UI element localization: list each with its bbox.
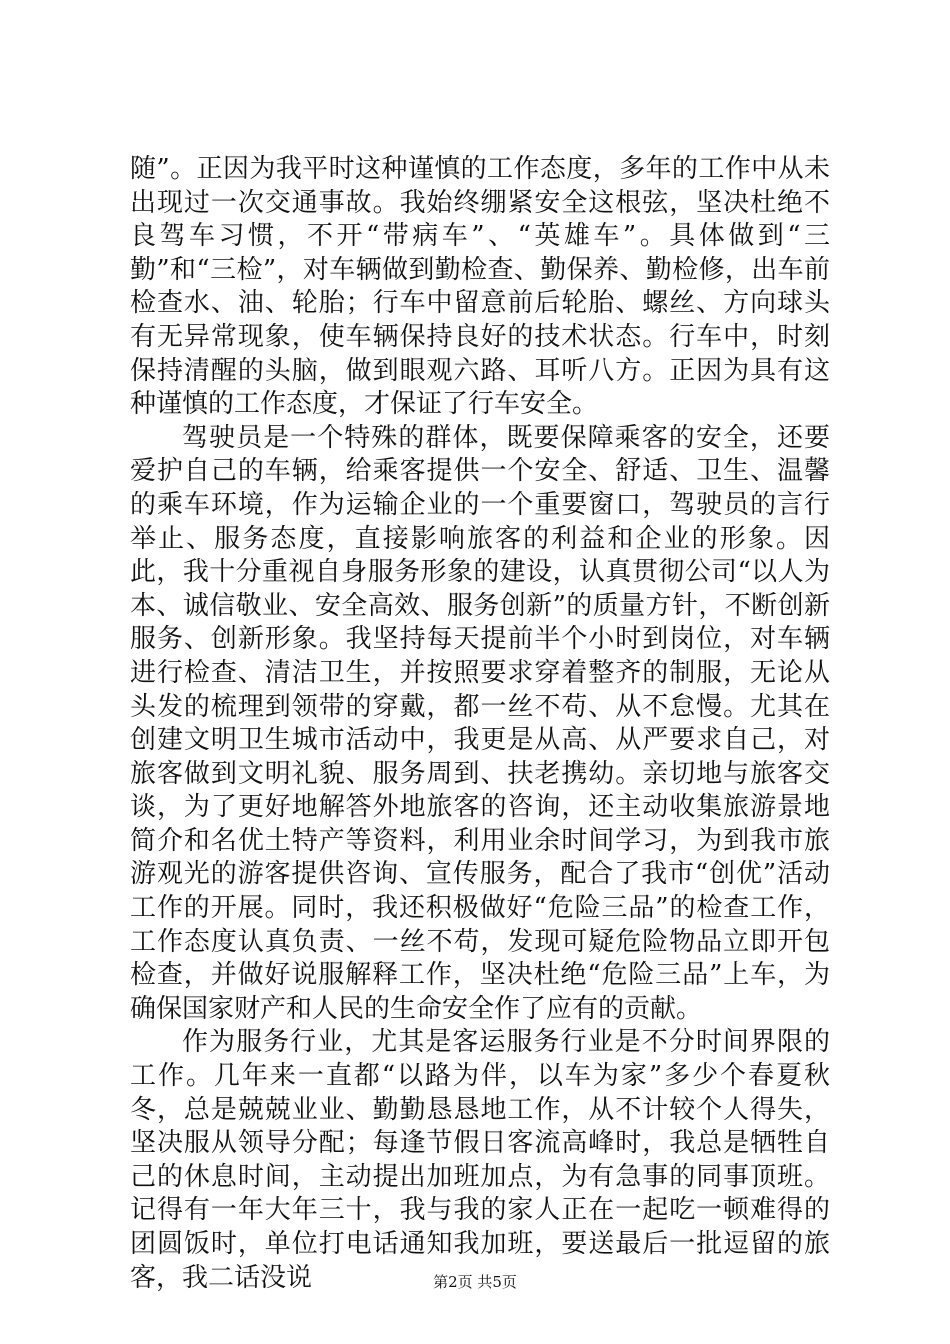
paragraph-3: 作为服务行业，尤其是客运服务行业是不分时间界限的工作。几年来一直都“以路为伴，以车为家”多少个春夏秋冬，总是兢兢业业、勤勤恳恳地工作，从不计较个人得失，坚决服从领导分配；每逢节假日客流高峰时，我总是牺牲自己的休息时间，主动提出加班加点，为有急事的同事顶班。记得有一年大年三十，我与我的家人正在一起吃一顿难得的团圆饭时，单位打电话通知我加班，要送最后一批逗留的旅客，我二话没说 [130, 1027, 830, 1293]
document-body [130, 153, 830, 1295]
page-number-footer: 第2页 共5页 [433, 1273, 517, 1291]
paragraph-1: 随”。正因为我平时这种谨慎的工作态度，多年的工作中从未出现过一次交通事故。我始终绷紧安全这根弦，坚决杜绝不良驾车习惯，不开“带病车”、“英雄车”。具体做到“三勤”和“三检”，对车辆做到勤检查、勤保养、勤检修，出车前检查水、油、轮胎；行车中留意前后轮胎、螺丝、方向球头有无异常现象，使车辆保持良好的技术状态。行车中，时刻保持清醒的头脑，做到眼观六路、耳听八方。正因为具有这种谨慎的工作态度，才保证了行车安全。 [130, 154, 830, 420]
paragraph-2: 驾驶员是一个特殊的群体，既要保障乘客的安全，还要爱护自己的车辆，给乘客提供一个安全、舒适、卫生、温馨的乘车环境，作为运输企业的一个重要窗口，驾驶员的言行举止、服务态度，直接影响旅客的利益和企业的形象。因此，我十分重视自身服务形象的建设，认真贯彻公司“以人为本、诚信敬业、安全高效、服务创新”的质量方针，不断创新服务、创新形象。我坚持每天提前半个小时到岗位，对车辆进行检查、清洁卫生，并按照要求穿着整齐的制服，无论从头发的梳理到领带的穿戴，都一丝不苟、从不怠慢。尤其在创建文明卫生城市活动中，我更是从高、从严要求自己，对旅客做到文明礼貌、服务周到、扶老携幼。亲切地与旅客交谈，为了更好地解答外地旅客的咨询，还主动收集旅游景地简介和名优土特产等资料，利用业余时间学习，为到我市旅游观光的游客提供咨询、宣传服务，配合了我市“创优”活动工作的开展。同时，我还积极做好“危险三品”的检查工作，工作态度认真负责、一丝不苟，发现可疑危险物品立即开包检查，并做好说服解释工作，坚决杜绝“危险三品”上车，为确保国家财产和人民的生命安全作了应有的贡献。 [130, 422, 830, 1024]
